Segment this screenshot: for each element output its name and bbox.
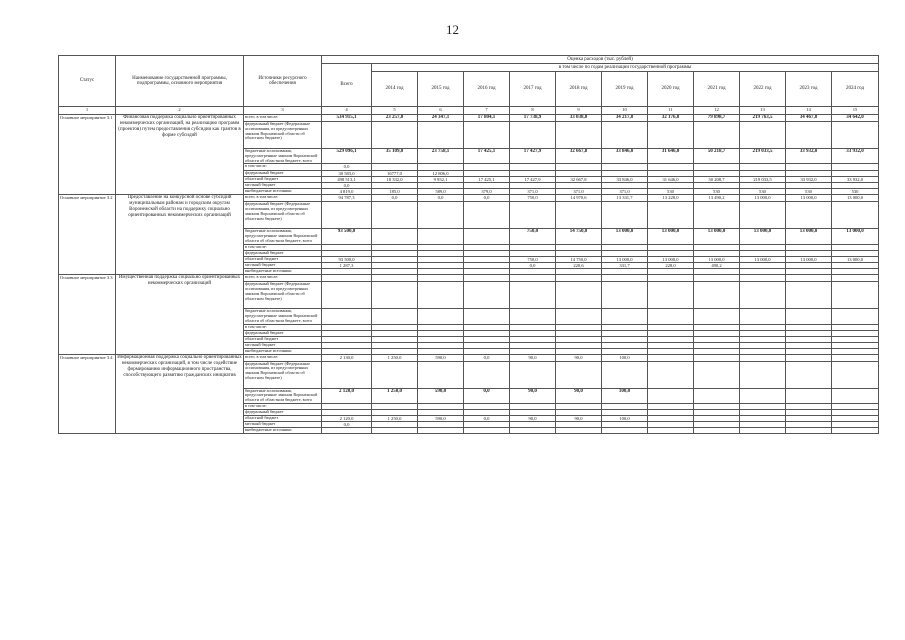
column-number: 3 <box>244 107 322 115</box>
header-year: 2020 год <box>648 72 694 107</box>
year-value-cell: 590,0 <box>418 354 464 361</box>
header-source: Источники ресурсного обеспечения <box>244 56 322 107</box>
year-value-cell <box>372 428 418 434</box>
budget-table <box>58 55 879 434</box>
year-value-cell <box>648 282 694 309</box>
source-cell: бюджетные ассигнования, предусмотренные законом Воронежской области об областном бюджете, всего <box>244 229 322 244</box>
year-value-cell <box>464 282 510 309</box>
year-value-cell: 31 646,0 <box>648 149 694 164</box>
source-cell: федеральный бюджет (Федеральные ассигнования, из предусмотренных законом Воронежской области об областном бюджете) <box>244 202 322 229</box>
total-cell: 4 819,0 <box>322 189 372 195</box>
source-cell: местный бюджет <box>244 342 322 348</box>
source-cell: внебюджетные источники <box>244 189 322 195</box>
column-number: 15 <box>832 107 879 115</box>
year-value-cell: 17 427,9 <box>510 149 556 164</box>
year-value-cell: 14 970,6 <box>556 195 602 202</box>
column-number: 6 <box>418 107 464 115</box>
year-value-cell: 589,0 <box>418 189 464 195</box>
year-value-cell <box>556 428 602 434</box>
year-value-cell: 23 257,0 <box>372 115 418 122</box>
year-value-cell: 100,0 <box>602 354 648 361</box>
table-row <box>59 354 879 361</box>
year-value-cell: 0,0 <box>464 388 510 403</box>
year-value-cell <box>510 202 556 229</box>
year-value-cell: 16777,0 <box>372 170 418 176</box>
table-row <box>59 115 879 122</box>
year-value-cell: 379,0 <box>464 189 510 195</box>
header-year: 2015 год <box>418 72 464 107</box>
year-value-cell: 185,0 <box>372 189 418 195</box>
total-cell: 498 513,1 <box>322 176 372 182</box>
year-value-cell: 0,0 <box>418 195 464 202</box>
year-value-cell: 32 176,8 <box>648 115 694 122</box>
year-value-cell: 530 <box>740 189 786 195</box>
year-value-cell <box>556 122 602 149</box>
year-value-cell <box>372 361 418 388</box>
year-value-cell <box>648 388 694 403</box>
year-value-cell <box>418 122 464 149</box>
column-number: 7 <box>464 107 510 115</box>
header-estimate: Оценка расходов (тыс. рублей) <box>322 56 879 64</box>
year-value-cell <box>602 275 648 282</box>
year-value-cell: 17 738,9 <box>510 115 556 122</box>
year-value-cell: 13 228,0 <box>648 195 694 202</box>
year-value-cell <box>786 282 832 309</box>
header-total: Всего <box>322 64 372 107</box>
year-value-cell: 750,0 <box>510 195 556 202</box>
source-cell: всего, в том числе: <box>244 354 322 361</box>
section-name: Предоставление на конкурсной основе субсидий муниципальным районам и городским округам Воронежской области на поддержку социально ориентированных некоммерческих организаций <box>116 195 244 275</box>
header-year: 2023 год <box>786 72 832 107</box>
year-value-cell: 90,0 <box>556 354 602 361</box>
year-value-cell: 590,0 <box>418 388 464 403</box>
year-value-cell: 13 000,0 <box>832 229 879 244</box>
year-value-cell <box>464 275 510 282</box>
year-value-cell <box>418 309 464 324</box>
year-value-cell: 13 000,0 <box>694 256 740 262</box>
year-value-cell <box>648 428 694 434</box>
header-by-years: в том числе по годам реализации государственной программы <box>372 64 879 72</box>
source-cell: областной бюджет <box>244 336 322 342</box>
section-name: Финансовая поддержка социально ориентированных некоммерческих организаций, на реализацию программ (проектов) путем предоставления субсидии как грантов в форме субсидий <box>116 115 244 195</box>
year-value-cell <box>832 428 879 434</box>
year-value-cell <box>740 354 786 361</box>
year-value-cell: 371,0 <box>556 189 602 195</box>
year-value-cell: 13 331,7 <box>602 195 648 202</box>
total-cell <box>322 122 372 149</box>
year-value-cell: 50 208,7 <box>694 176 740 182</box>
year-value-cell <box>740 122 786 149</box>
year-value-cell: 23 758,1 <box>418 149 464 164</box>
source-cell: всего, в том числе: <box>244 275 322 282</box>
year-value-cell: 13 000,0 <box>832 256 879 262</box>
year-value-cell <box>648 275 694 282</box>
section-status: Основное мероприятие 3.1 <box>59 115 116 195</box>
header-year: 2018 год <box>556 72 602 107</box>
year-value-cell: 34 467,0 <box>786 115 832 122</box>
year-value-cell: 24 347,1 <box>418 115 464 122</box>
year-value-cell: 34 642,0 <box>832 115 879 122</box>
year-value-cell <box>372 275 418 282</box>
year-value-cell <box>648 361 694 388</box>
total-cell: 534 915,1 <box>322 115 372 122</box>
year-value-cell: 17 427,9 <box>510 176 556 182</box>
year-value-cell <box>786 122 832 149</box>
year-value-cell <box>832 282 879 309</box>
year-value-cell <box>832 275 879 282</box>
year-value-cell <box>556 282 602 309</box>
header-name: Наименование государственной программы, подпрограммы, основного мероприятия <box>116 56 244 107</box>
year-value-cell: 13 000,0 <box>648 229 694 244</box>
year-value-cell: 12 806,0 <box>418 170 464 176</box>
column-number: 10 <box>602 107 648 115</box>
year-value-cell <box>418 361 464 388</box>
year-value-cell: 31 646,0 <box>648 176 694 182</box>
year-value-cell: 32 667,8 <box>556 149 602 164</box>
year-value-cell: 13 000,0 <box>832 195 879 202</box>
year-value-cell: 90,0 <box>556 388 602 403</box>
year-value-cell <box>832 354 879 361</box>
source-cell: внебюджетные источники <box>244 269 322 275</box>
year-value-cell <box>694 282 740 309</box>
year-value-cell <box>694 428 740 434</box>
column-number: 12 <box>694 107 740 115</box>
year-value-cell <box>786 361 832 388</box>
year-value-cell <box>648 202 694 229</box>
year-value-cell <box>556 309 602 324</box>
header-year: 2021 год <box>694 72 740 107</box>
year-value-cell: 530 <box>648 189 694 195</box>
year-value-cell <box>372 202 418 229</box>
total-cell: 0,0 <box>322 422 372 428</box>
source-cell: бюджетные ассигнования, предусмотренные законом Воронежской области об областном бюджете, всего <box>244 309 322 324</box>
year-value-cell: 530 <box>832 189 879 195</box>
year-value-cell: 33 846,0 <box>602 176 648 182</box>
year-value-cell <box>786 428 832 434</box>
year-value-cell: 0,0 <box>510 263 556 269</box>
column-numbers-row <box>59 107 879 115</box>
year-value-cell: 100,0 <box>602 388 648 403</box>
year-value-cell <box>740 309 786 324</box>
year-value-cell: 32 667,8 <box>556 176 602 182</box>
year-value-cell <box>832 122 879 149</box>
section-name: Информационная поддержка социально ориентированных некоммерческих организаций, в том числе содействие формированию информационного пространства, способствующего развитию гражданских инициатив <box>116 354 244 434</box>
year-value-cell: 1 250,0 <box>372 388 418 403</box>
total-cell: 30 583,0 <box>322 170 372 176</box>
year-value-cell: 17 804,1 <box>464 115 510 122</box>
year-value-cell: 490,2 <box>694 263 740 269</box>
year-value-cell <box>464 202 510 229</box>
year-value-cell <box>648 354 694 361</box>
total-cell <box>322 309 372 324</box>
total-cell <box>322 282 372 309</box>
source-cell: местный бюджет <box>244 183 322 189</box>
year-value-cell: 13 000,0 <box>602 256 648 262</box>
year-value-cell: 17 425,1 <box>464 149 510 164</box>
year-value-cell <box>510 122 556 149</box>
year-value-cell <box>786 354 832 361</box>
year-value-cell <box>372 229 418 244</box>
year-value-cell <box>740 428 786 434</box>
year-value-cell <box>418 282 464 309</box>
year-value-cell: 13 000,0 <box>602 229 648 244</box>
year-value-cell <box>694 388 740 403</box>
column-number: 4 <box>322 107 372 115</box>
total-cell: 94 787,3 <box>322 195 372 202</box>
year-value-cell: 90,0 <box>556 415 602 421</box>
year-value-cell: 50 218,7 <box>694 149 740 164</box>
source-cell: федеральный бюджет <box>244 409 322 415</box>
year-value-cell <box>740 388 786 403</box>
year-value-cell <box>602 202 648 229</box>
year-value-cell: 33 932,0 <box>786 176 832 182</box>
year-value-cell: 13 000,0 <box>740 195 786 202</box>
year-value-cell <box>740 275 786 282</box>
header-year: 2024 год <box>832 72 879 107</box>
year-value-cell <box>694 361 740 388</box>
year-value-cell <box>740 361 786 388</box>
year-value-cell <box>556 361 602 388</box>
year-value-cell <box>602 361 648 388</box>
year-value-cell <box>556 275 602 282</box>
source-cell: федеральный бюджет <box>244 170 322 176</box>
source-cell: федеральный бюджет <box>244 250 322 256</box>
year-value-cell <box>418 428 464 434</box>
year-value-cell <box>510 428 556 434</box>
year-value-cell <box>602 309 648 324</box>
year-value-cell: 9 952,1 <box>418 176 464 182</box>
year-value-cell: 1 250,0 <box>372 415 418 421</box>
year-value-cell <box>832 202 879 229</box>
year-value-cell: 33 932,0 <box>832 149 879 164</box>
total-cell <box>322 361 372 388</box>
source-cell: внебюджетные источники <box>244 428 322 434</box>
year-value-cell <box>418 202 464 229</box>
year-value-cell: 90,0 <box>510 354 556 361</box>
header-year: 2022 год <box>740 72 786 107</box>
year-value-cell <box>602 122 648 149</box>
total-cell <box>322 202 372 229</box>
year-value-cell <box>740 282 786 309</box>
year-value-cell: 79 898,7 <box>694 115 740 122</box>
year-value-cell <box>372 309 418 324</box>
year-value-cell: 13 490,2 <box>694 195 740 202</box>
header-year: 2019 год <box>602 72 648 107</box>
total-cell <box>322 428 372 434</box>
year-value-cell: 33 932,0 <box>786 149 832 164</box>
source-cell: областной бюджет <box>244 256 322 262</box>
year-value-cell: 35 109,0 <box>372 149 418 164</box>
year-value-cell: 371,0 <box>602 189 648 195</box>
page-number: 12 <box>446 22 459 37</box>
year-value-cell <box>694 354 740 361</box>
source-cell: местный бюджет <box>244 263 322 269</box>
column-number: 5 <box>372 107 418 115</box>
column-number: 14 <box>786 107 832 115</box>
year-value-cell <box>418 229 464 244</box>
year-value-cell: 13 000,0 <box>786 195 832 202</box>
year-value-cell: 34 217,0 <box>602 115 648 122</box>
source-cell: областной бюджет <box>244 415 322 421</box>
source-cell: внебюджетные источники <box>244 348 322 354</box>
total-cell: 2 130,0 <box>322 354 372 361</box>
year-value-cell <box>832 361 879 388</box>
column-number: 11 <box>648 107 694 115</box>
year-value-cell <box>510 309 556 324</box>
year-value-cell: 14 750,0 <box>556 256 602 262</box>
year-value-cell: 219 033,5 <box>740 176 786 182</box>
total-cell: 2 120,0 <box>322 388 372 403</box>
source-cell: в том числе: <box>244 403 322 409</box>
source-cell: в том числе: <box>244 244 322 250</box>
year-value-cell: 100,0 <box>602 415 648 421</box>
year-value-cell: 18 332,0 <box>372 176 418 182</box>
column-number: 8 <box>510 107 556 115</box>
total-cell: 2 120,0 <box>322 415 372 421</box>
year-value-cell <box>602 428 648 434</box>
year-value-cell: 13 000,0 <box>740 256 786 262</box>
header-year: 2014 год <box>372 72 418 107</box>
source-cell: в том числе: <box>244 324 322 330</box>
year-value-cell <box>510 282 556 309</box>
table-row <box>59 195 879 202</box>
header-year: 2017 год <box>510 72 556 107</box>
table-body <box>59 115 879 434</box>
section-status: Основное мероприятие 3.4 <box>59 354 116 434</box>
year-value-cell <box>418 275 464 282</box>
year-value-cell: 331,7 <box>602 263 648 269</box>
year-value-cell <box>464 122 510 149</box>
year-value-cell: 530 <box>694 189 740 195</box>
total-cell: 0,0 <box>322 183 372 189</box>
year-value-cell <box>786 309 832 324</box>
year-value-cell <box>786 202 832 229</box>
year-value-cell: 590,0 <box>418 415 464 421</box>
source-cell: бюджетные ассигнования, предусмотренные законом Воронежской области об областном бюджете, всего <box>244 149 322 164</box>
total-cell <box>322 275 372 282</box>
year-value-cell <box>464 229 510 244</box>
year-value-cell: 0,0 <box>372 195 418 202</box>
year-value-cell <box>832 309 879 324</box>
year-value-cell: 13 000,0 <box>786 229 832 244</box>
year-value-cell <box>786 275 832 282</box>
source-cell: всего, в том числе: <box>244 115 322 122</box>
year-value-cell <box>694 122 740 149</box>
header-year: 2016 год <box>464 72 510 107</box>
year-value-cell: 750,0 <box>510 256 556 262</box>
column-number: 13 <box>740 107 786 115</box>
column-number: 9 <box>556 107 602 115</box>
year-value-cell: 33 846,0 <box>602 149 648 164</box>
year-value-cell <box>694 309 740 324</box>
source-cell: федеральный бюджет (Федеральные ассигнования, из предусмотренных законом Воронежской области об областном бюджете) <box>244 282 322 309</box>
year-value-cell: 219 033,5 <box>740 149 786 164</box>
year-value-cell <box>786 388 832 403</box>
year-value-cell: 33 932,0 <box>832 176 879 182</box>
year-value-cell <box>694 202 740 229</box>
year-value-cell: 13 000,0 <box>694 229 740 244</box>
source-cell: всего, в том числе: <box>244 195 322 202</box>
year-value-cell: 0,0 <box>464 195 510 202</box>
year-value-cell: 228,0 <box>648 263 694 269</box>
source-cell: областной бюджет <box>244 176 322 182</box>
year-value-cell <box>602 282 648 309</box>
year-value-cell <box>510 275 556 282</box>
year-value-cell <box>464 428 510 434</box>
source-cell: федеральный бюджет (Федеральные ассигнования, из предусмотренных законом Воронежской области об областном бюджете) <box>244 122 322 149</box>
header-status: Статус <box>59 56 116 107</box>
source-cell: в том числе: <box>244 164 322 170</box>
year-value-cell: 13 000,0 <box>740 229 786 244</box>
total-cell: 529 096,1 <box>322 149 372 164</box>
year-value-cell <box>372 122 418 149</box>
year-value-cell: 371,0 <box>510 189 556 195</box>
year-value-cell: 13 000,0 <box>648 256 694 262</box>
year-value-cell: 13 000,0 <box>786 256 832 262</box>
year-value-cell <box>464 361 510 388</box>
year-value-cell: 220,6 <box>556 263 602 269</box>
total-cell: 0,0 <box>322 164 372 170</box>
source-cell: федеральный бюджет (Федеральные ассигнования, из предусмотренных законом Воронежской области об областном бюджете) <box>244 361 322 388</box>
year-value-cell: 14 750,0 <box>556 229 602 244</box>
year-value-cell <box>648 309 694 324</box>
total-cell: 93 500,0 <box>322 256 372 262</box>
year-value-cell <box>832 388 879 403</box>
year-value-cell: 0,0 <box>464 354 510 361</box>
total-cell: 1 287,3 <box>322 263 372 269</box>
year-value-cell: 33 038,0 <box>556 115 602 122</box>
section-name: Имущественная поддержка социально ориентированных некоммерческих организаций <box>116 275 244 354</box>
year-value-cell <box>510 361 556 388</box>
year-value-cell: 530 <box>786 189 832 195</box>
table-row <box>59 275 879 282</box>
column-number: 2 <box>116 107 244 115</box>
column-number: 1 <box>59 107 116 115</box>
year-value-cell <box>372 282 418 309</box>
year-value-cell <box>464 309 510 324</box>
source-cell: местный бюджет <box>244 422 322 428</box>
section-status: Основное мероприятие 3.2 <box>59 195 116 275</box>
year-value-cell <box>556 202 602 229</box>
year-value-cell: 17 425,1 <box>464 176 510 182</box>
year-value-cell: 1 250,0 <box>372 354 418 361</box>
section-status: Основное мероприятие 3.3 <box>59 275 116 354</box>
year-value-cell: 750,0 <box>510 229 556 244</box>
year-value-cell: 0,0 <box>464 415 510 421</box>
year-value-cell <box>740 202 786 229</box>
year-value-cell <box>648 122 694 149</box>
total-cell: 93 500,0 <box>322 229 372 244</box>
year-value-cell <box>694 275 740 282</box>
year-value-cell: 90,0 <box>510 415 556 421</box>
year-value-cell: 90,0 <box>510 388 556 403</box>
year-value-cell: 219 763,5 <box>740 115 786 122</box>
source-cell: федеральный бюджет <box>244 330 322 336</box>
source-cell: бюджетные ассигнования, предусмотренные законом Воронежской области об областном бюджете, всего <box>244 388 322 403</box>
